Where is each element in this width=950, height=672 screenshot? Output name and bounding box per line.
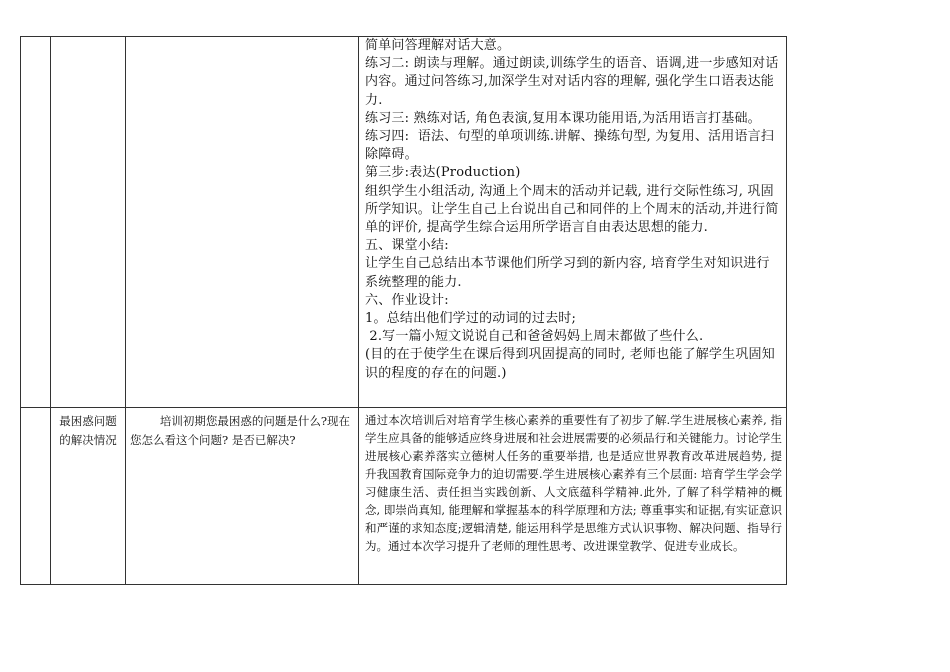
paragraph: 让学生自己总结出本节课他们所学习到的新内容, 培育学生对知识进行系统整理的能力. <box>365 256 770 290</box>
answer-text: 通过本次培训后对培育学生核心素养的重要性有了初步了解.学生进展核心素养, 指学生应具备的能够适应终身进展和社会进展需要的必须品行和关键能力。讨论学生进展核心素养落实立德树人任务的重要举措, 也是适应世界教育改革进展趋势, 提升我国教育国际竞争力的迫切需要.学生进展核心素养有三个层面: 培育学生学会学习健康生活、责任担当实践创新、人文底蕴科学精神.此外, 了解了科学精神的概念, 即崇尚真知, 能理解和掌握基本的科学原理和方法; 尊重事实和证据,有实证意识和严谨的求知态度;逻辑清楚, 能运用科学是思维方式认识事物、解决问题、指导行为。通过本次学习提升了老师的理性思考、改进课堂教学、促进专业成长。 <box>365 413 782 553</box>
paragraph: 练习三: 熟练对话, 角色表演,复用本课功能用语,为活用语言打基础。 <box>365 110 761 126</box>
table-cell <box>126 37 359 408</box>
paragraph: 练习二: 朗读与理解。通过朗读,训练学生的语音、语调,进一步感知对话内容。通过问答练习,加深学生对对话内容的理解, 强化学生口语表达能力. <box>365 56 779 108</box>
table-cell <box>21 37 51 408</box>
table-row <box>21 37 787 408</box>
table-row <box>21 408 787 585</box>
lesson-plan-table <box>20 36 787 585</box>
question-text: 培训初期您最困惑的问题是什么?现在您怎么看这个问题? 是否已解决? <box>130 414 351 447</box>
row-label-cell <box>51 408 126 585</box>
question-cell <box>126 408 359 585</box>
paragraph: 第三步:表达(Production) <box>365 165 521 181</box>
paragraph: 六、作业设计: <box>365 292 449 308</box>
paragraph: 1。总结出他们学过的动词的过去时; <box>365 311 577 327</box>
teaching-steps-text <box>359 37 786 383</box>
paragraph: 组织学生小组活动, 沟通上个周末的活动并记载, 进行交际性练习, 巩固所学知识。让学生自己上台说出自己和同伴的上个周末的活动,并进行简单的评价, 提高学生综合运用所学语言自由表达思想的能力. <box>365 183 779 236</box>
paragraph: 简单问答理解对话大意。 <box>365 38 511 53</box>
paragraph: 五、课堂小结: <box>365 238 449 254</box>
table-cell <box>51 37 126 408</box>
paragraph: 练习四: 语法、句型的单项训练.讲解、操练句型, 为复用、活用语言扫除障碍。 <box>365 129 775 163</box>
table-cell <box>21 408 51 585</box>
row-label: 最困惑问题的解决情况 <box>59 414 117 447</box>
teaching-steps-cell <box>359 37 787 408</box>
paragraph: (目的在于使学生在课后得到巩固提高的同时, 老师也能了解学生巩固知识的程度的存在的问题.) <box>365 347 775 381</box>
answer-cell <box>359 408 787 585</box>
paragraph: 2.写一篇小短文说说自己和爸爸妈妈上周末都做了些什么. <box>365 329 704 345</box>
